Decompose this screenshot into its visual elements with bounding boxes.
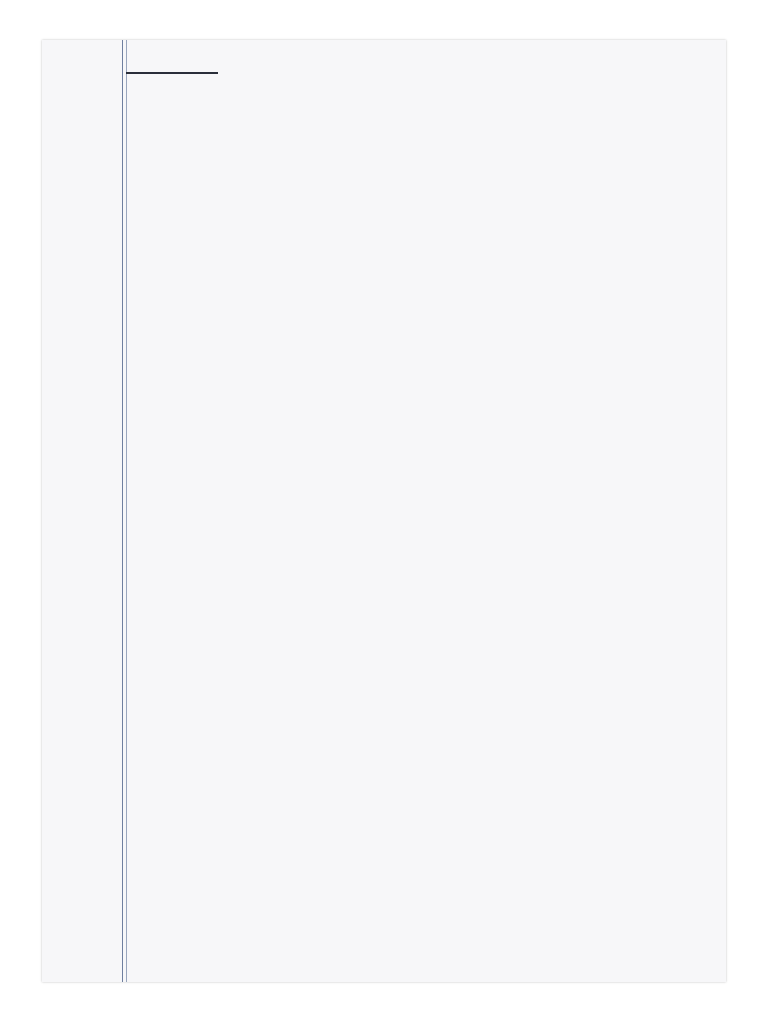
notebook-page [42,40,726,982]
margin-line-inner [126,40,127,982]
title-underline [126,72,218,74]
margin-line [122,40,123,982]
